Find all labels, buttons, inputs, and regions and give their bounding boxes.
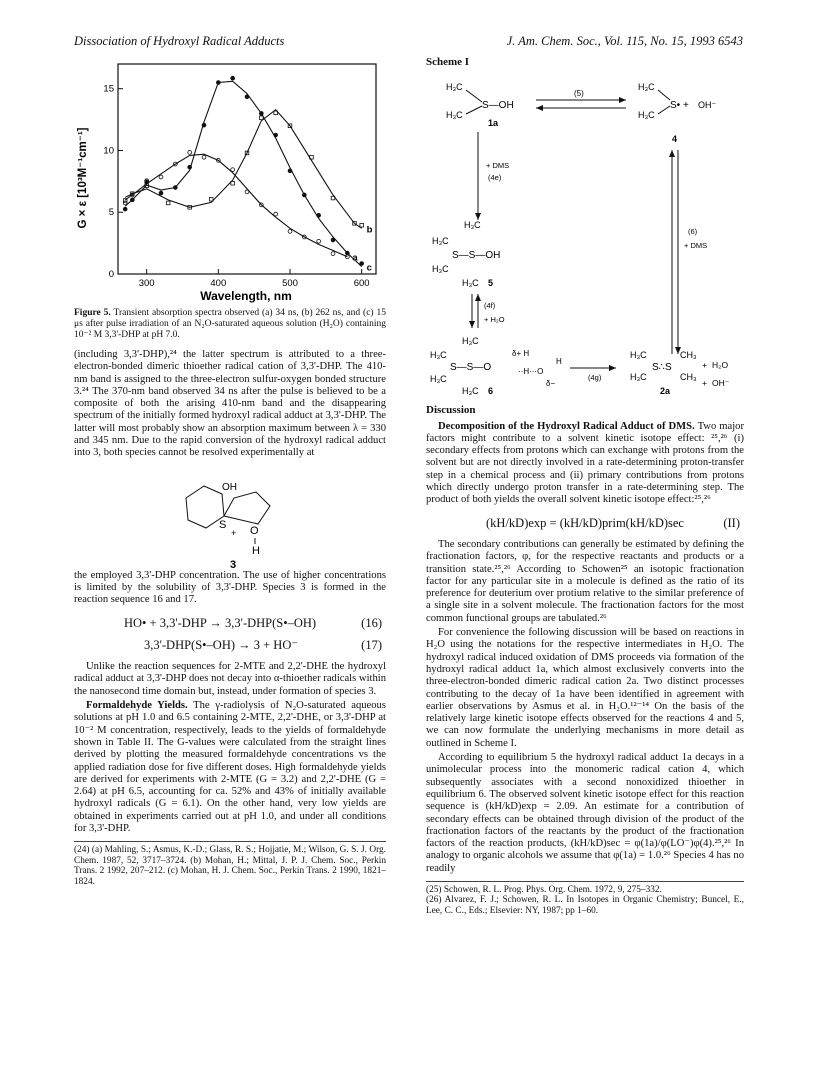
header-title: Dissociation of Hydroxyl Radical Adducts — [74, 34, 285, 48]
x-tick-label: 400 — [210, 278, 227, 289]
data-point — [159, 175, 163, 179]
svg-text:··H···O: ··H···O — [518, 367, 544, 377]
svg-text:H₃C: H₃C — [630, 350, 647, 361]
scheme-1 — [426, 68, 744, 398]
label-6: 6 — [488, 386, 494, 397]
y-tick-label: 5 — [108, 207, 114, 219]
svg-text:H₃C: H₃C — [630, 372, 647, 383]
paragraph: Unlike the reaction sequences for 2-MTE and 2,2'-DHE the hydroxyl radical adduct at 3,3'-DHP does not decay into α-thioether radicals within the nanosecond time domain but, instead, under formation of species 3. — [74, 661, 386, 697]
figure-caption — [74, 308, 386, 341]
y-tick-label: 10 — [103, 145, 114, 157]
oh-minus: OH⁻ — [698, 100, 717, 111]
data-point — [259, 112, 263, 116]
svg-text:H₃C: H₃C — [446, 82, 463, 93]
data-point — [216, 81, 220, 85]
arrow-4e-dms: + DMS — [486, 161, 510, 171]
data-point — [331, 238, 335, 242]
data-point — [302, 193, 306, 197]
svg-text:H₃C: H₃C — [432, 264, 449, 275]
svg-text:H: H — [556, 357, 562, 367]
data-point — [331, 252, 335, 256]
data-point — [317, 239, 321, 243]
water: H₂O — [712, 360, 729, 371]
running-header — [74, 34, 743, 52]
arrow-4f-label: (4f) — [484, 301, 496, 311]
caption-text: Transient absorption spectra observed (a) 34 ns, (b) 262 ns, and (c) 15 μs after pulse irradiation of an N₂O-saturated aqueous solution (H₂O) containing 10⁻² M 3,3'-DHP at pH 7.0. — [74, 308, 386, 340]
data-point — [274, 133, 278, 137]
svg-text:+: + — [702, 360, 707, 371]
data-point — [202, 155, 206, 159]
svg-text:S—OH: S—OH — [482, 100, 514, 112]
svg-text:S—S—O: S—S—O — [450, 362, 492, 374]
svg-text:CH₃: CH₃ — [680, 372, 697, 383]
data-point — [231, 168, 235, 172]
data-point — [123, 201, 127, 205]
label-5: 5 — [488, 278, 494, 289]
svg-text:S∴S: S∴S — [652, 362, 672, 374]
oh-minus-2: OH⁻ — [712, 378, 730, 389]
arrow-4g-label: (4g) — [588, 373, 602, 383]
data-point — [202, 123, 206, 127]
x-axis-label: Wavelength, nm — [200, 289, 292, 303]
svg-text:H₃C: H₃C — [446, 110, 463, 121]
svg-text:H₃C: H₃C — [462, 336, 479, 347]
data-point — [360, 223, 364, 227]
data-point — [231, 76, 235, 80]
series-line-b — [125, 110, 362, 229]
footnote-26: (26) Alvarez, F. J.; Schowen, R. L. In Isotopes in Organic Chemistry; Buncel, E., Lee, C. C., Eds.; Elsevier: NY, 1987; pp 1–60. — [426, 895, 744, 916]
scheme-title: Scheme I — [426, 56, 470, 68]
svg-text:H₃C: H₃C — [638, 110, 655, 121]
svg-text:H₃C: H₃C — [432, 236, 449, 247]
arrow-5-label: (5) — [574, 89, 584, 99]
section-heading: Discussion — [426, 404, 476, 417]
label-2a: 2a — [660, 386, 671, 397]
series-label-a: a — [352, 252, 358, 264]
svg-text:H₃C: H₃C — [638, 82, 655, 93]
svg-text:δ+ H: δ+ H — [512, 349, 530, 359]
paragraph: Formaldehyde Yields. The γ-radiolysis of N₂O-saturated aqueous solutions at pH 1.0 and 6.5 containing 2-MTE, 2,2'-DHE, or 3,3'-DHP at 10⁻² M concentration, respectively, leads to the yields of formaldehyde shown in Table II. The G-values were calculated from the straight lines derived by plotting the measured formaldehyde concentrations vs the applied radiation dose for five different doses. High formaldehyde yields are derived for experiments with 2-MTE (G = 3.2) and 2,2'-DHE (G = 2.64) at pH 6.5, accounting for ca. 52% and 43% of initially available hydroxyl radicals (G = 6.1). On the other hand, very low yields are obtained in experiments carried out at pH 1.0, and under all conditions for 3,3'-DHP. — [74, 700, 386, 835]
data-point — [159, 191, 163, 195]
x-tick-label: 600 — [353, 278, 370, 289]
svg-text:CH₃: CH₃ — [680, 350, 697, 361]
svg-text:H₃C: H₃C — [430, 350, 447, 361]
paragraph: (including 3,3'-DHP),²⁴ the latter spectrum is attributed to a three-electron-bonded dimeric thioether radical cation of 3,3'-DHP. The 410-nm band is assigned to the three-electron sulfur-oxygen bonded structure 3.²⁴ The 370-nm band observed 34 ns after the pulse is believed to be a composite of both the arising 410-nm band and the disappearing spectrum of the initially formed hydroxyl radical adduct at 3,3'-DHP. The latter will most probably show an absorption maximum between λ = 330 and 345 nm. Due to the rapid conversion of the hydroxyl radical adduct into 3, both species cannot be resolved experimentally at — [74, 349, 386, 459]
data-point — [360, 262, 364, 266]
arrow-6-label: (6) — [688, 227, 698, 237]
data-point — [166, 201, 170, 205]
x-tick-label: 300 — [138, 278, 155, 289]
data-point — [145, 180, 149, 184]
structure-3 — [74, 462, 386, 570]
data-point — [245, 190, 249, 194]
svg-text:H₃C: H₃C — [462, 386, 479, 397]
subsection-runin-heading: Decomposition of the Hydroxyl Radical Adduct of DMS. — [438, 420, 695, 432]
data-point — [345, 251, 349, 255]
svg-text:H₃C: H₃C — [462, 278, 479, 289]
paragraph: For convenience the following discussion will be based on reactions in H₂O using the notations for the respective intermediates in H₂O. The hydroxyl radical induced oxidation of DMS proceeds via formation of the hydroxyl radical adduct 1a, which almost exclusively converts into the three-electron-bonded dimeric radical cation 2a. Two distinct processes contributing to the decay of 1a have been identified in agreement with earlier observations by Asmus et al. in H₂O.¹²⁻¹⁴ On the basis of the relatively large kinetic isotope effects observed for the reactions 4 and 5, we can now formulate the underlying mechanisms in more detail as outlined in Scheme I. — [426, 627, 744, 749]
y-axis-label: G × ε [10³M⁻¹cm⁻¹] — [77, 127, 89, 229]
equation-17: 3,3'-DHP(S•–OH) → 3 + HO⁻ (17) — [144, 637, 382, 652]
arrow-4e-label: (4e) — [488, 173, 502, 183]
svg-text:O: O — [250, 524, 259, 537]
data-point — [288, 229, 292, 233]
data-point — [274, 212, 278, 216]
data-point — [288, 169, 292, 173]
paragraph: The secondary contributions can generally be estimated by defining the fractionation factors, φ, for the respective reactants and products or a transition state.²⁵,²⁶ According to Schowen²⁵ an isotopic fractionation factor for any particular site in a molecule is defined as the ratio of its preference for deuterium over protium relative to the similar preference of a single site in a solvent molecule. The fractionation factors for the most common functional groups are tabulated.²⁶ — [426, 538, 744, 624]
y-tick-label: 0 — [108, 269, 114, 280]
footnotes — [426, 881, 744, 917]
data-point — [188, 150, 192, 154]
label-1a: 1a — [488, 118, 499, 129]
section-runin-heading: Formaldehyde Yields. — [86, 700, 188, 712]
svg-text:H₃C: H₃C — [430, 374, 447, 385]
svg-text:S: S — [219, 518, 227, 531]
x-tick-label: 500 — [282, 278, 298, 289]
series-label-b: b — [366, 224, 373, 236]
data-point — [130, 198, 134, 202]
footnotes — [74, 841, 386, 887]
arrow-6-dms: + DMS — [684, 241, 708, 251]
data-point — [188, 165, 192, 169]
equation-16: HO• + 3,3'-DHP → 3,3'-DHP(S•–OH) (16) — [124, 615, 382, 630]
paragraph: Decomposition of the Hydroxyl Radical Adduct of DMS. Two major factors might contribute to a solvent kinetic isotope effect: ²⁵,²⁶ (i) secondary effects from protons which can exchange with protons from the solvent but are not directly involved in a rate-determining proton-transfer step in a chemical process and (ii) primary contributions from protons which directly undergo proton transfer in a rate-determining step. The product of both yields the overall solvent kinetic isotope effect:²⁵,²⁶ — [426, 420, 744, 506]
figure-5-chart — [74, 56, 386, 304]
data-point — [173, 186, 177, 190]
svg-text:S• +: S• + — [670, 100, 689, 112]
arrow-4f-water: + H₂O — [484, 315, 505, 325]
svg-text:+: + — [231, 527, 237, 538]
header-journal: J. Am. Chem. Soc., Vol. 115, No. 15, 1993 6543 — [506, 34, 743, 48]
equation-II: (kH/kD)exp = (kH/kD)prim(kH/kD)sec (II) — [486, 515, 740, 530]
footnote-24: (24) (a) Mahling, S.; Asmus, K.-D.; Glass, R. S.; Hojjatie, M.; Wilson, G. S. J. Org. Chem. 1987, 52, 3717–3724. (b) Mohan, H.; Mittal, J. P. J. Chem. Soc., Perkin Trans. 2 1992, 207–212. (c) Mohan, H. J. Chem. Soc., Perkin Trans. 2 1990, 1821–1824. — [74, 845, 386, 887]
series-line-a — [125, 154, 347, 257]
label-4: 4 — [672, 134, 678, 145]
svg-text:OH: OH — [222, 481, 237, 493]
right-column — [426, 56, 744, 916]
caption-label: Figure 5. — [74, 308, 111, 318]
paragraph: the employed 3,3'-DHP concentration. The use of higher concentrations is limited by the solubility of 3,3'-DHP. Species 3 is formed in the reaction sequence 16 and 17. — [74, 569, 386, 606]
data-point — [245, 95, 249, 99]
data-point — [317, 213, 321, 217]
svg-text:δ−: δ− — [546, 379, 556, 389]
svg-text:H: H — [252, 544, 260, 557]
structure-3-label: 3 — [230, 558, 237, 570]
data-point — [123, 207, 127, 211]
svg-text:S—S—OH: S—S—OH — [452, 250, 501, 262]
paragraph: According to equilibrium 5 the hydroxyl radical adduct 1a decays in a unimolecular process into the monomeric radical cation 4, which subsequently associates with a second nonoxidized thioether in equilibrium 6. The observed solvent kinetic isotope effect for this reaction sequence is (kH/kD)exp = 2.09. An estimate for a contribution of secondary effects can be obtained through division of the product of the fractionation factors of the reactants by the product of the fractionation factors of the reaction products, (kH/kD)sec = φ(1a)/φ(LO⁻)φ(4).²⁵,²⁶ In analogy to organic alcohols we assume that φ(1a) = 1.0.²⁶ Species 4 has no readily — [426, 752, 744, 874]
svg-text:H₃C: H₃C — [464, 220, 481, 231]
left-column — [74, 56, 386, 887]
footnote-25: (25) Schowen, R. L. Prog. Phys. Org. Chem. 1972, 9, 275–332. — [426, 884, 662, 895]
svg-text:+: + — [702, 378, 707, 389]
y-tick-label: 15 — [103, 83, 114, 95]
series-label-c: c — [366, 262, 372, 274]
